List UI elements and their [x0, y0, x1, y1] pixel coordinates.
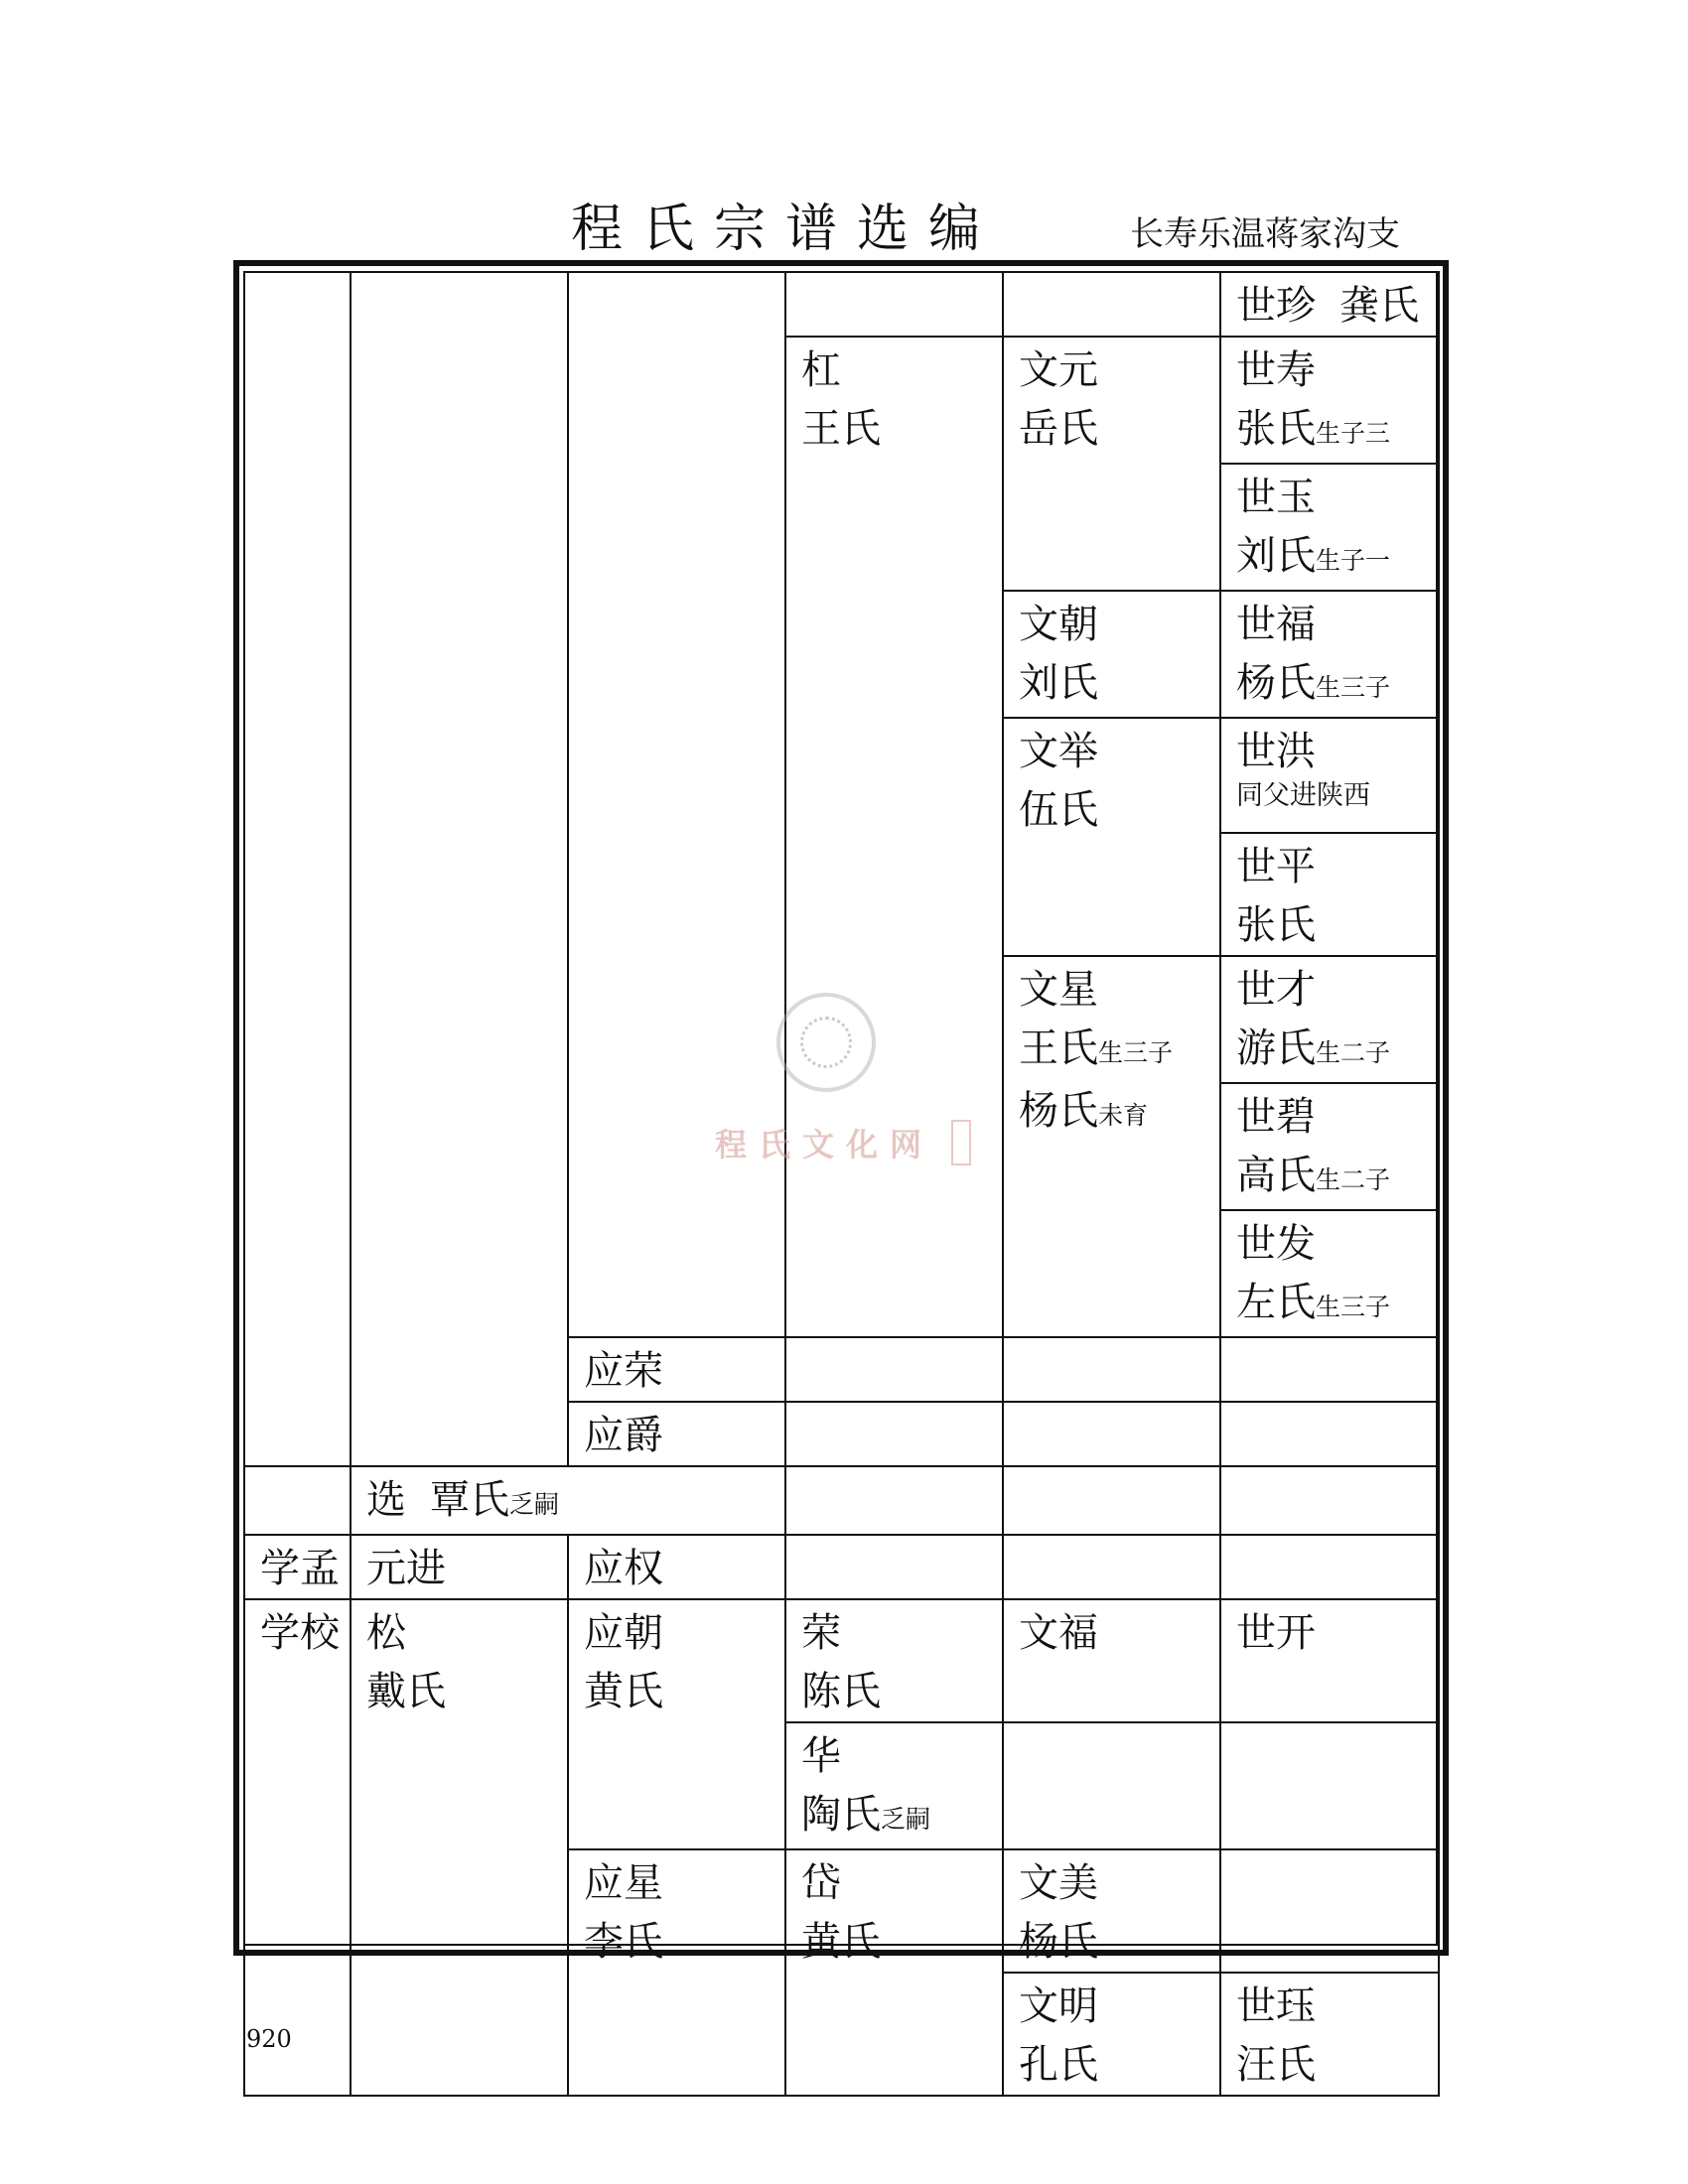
spouse: 陈氏 — [801, 1669, 881, 1715]
name: 世洪 — [1236, 729, 1316, 774]
spouse: 李氏 — [584, 1919, 663, 1966]
person-dai — [785, 1849, 1003, 2096]
empty-cell — [1220, 1466, 1439, 1535]
spouse: 孔氏 — [1019, 2042, 1098, 2089]
person-wenju — [1003, 718, 1220, 956]
person-yingrong — [568, 1337, 785, 1402]
name: 世寿 — [1236, 347, 1316, 393]
person-yuanjin — [351, 1535, 568, 1599]
gen4-empty — [785, 272, 1003, 337]
name: 学校 — [260, 1610, 340, 1657]
spouse: 刘氏 — [1236, 533, 1316, 579]
gen1-empty — [244, 272, 351, 1466]
name: 应权 — [584, 1546, 663, 1592]
empty-cell — [1220, 1402, 1439, 1466]
note: 生二子 — [1316, 1038, 1391, 1068]
spouse: 张氏 — [1236, 902, 1316, 949]
note: 生三子 — [1316, 673, 1391, 702]
name: 杠 — [801, 347, 841, 393]
spouse: 高氏 — [1236, 1153, 1316, 1199]
empty-cell — [785, 1466, 1003, 1535]
person-wenchao — [1003, 591, 1220, 718]
person-yingxing — [568, 1849, 785, 2096]
spouse: 龚氏 — [1339, 283, 1419, 329]
spouse: 伍氏 — [1019, 787, 1098, 833]
name: 世碧 — [1236, 1094, 1316, 1141]
name: 文美 — [1019, 1860, 1098, 1907]
branch-subtitle: 长寿乐温蒋家沟支 — [1130, 214, 1400, 254]
empty-cell — [244, 1466, 351, 1535]
empty-cell — [1003, 1337, 1220, 1402]
spouse: 覃氏 — [430, 1477, 509, 1524]
name: 岱 — [801, 1860, 841, 1907]
empty-cell — [1003, 1466, 1220, 1535]
spouse: 左氏 — [1236, 1280, 1316, 1326]
person-gang — [785, 337, 1003, 1337]
name: 应爵 — [584, 1413, 663, 1459]
name: 文元 — [1019, 347, 1098, 393]
spouse: 杨氏 — [1019, 1088, 1098, 1135]
gen2-empty — [351, 272, 568, 1466]
person-shikai — [1220, 1599, 1439, 1722]
name: 应朝 — [584, 1610, 663, 1657]
empty-cell — [785, 1402, 1003, 1466]
note: 生二子 — [1316, 1165, 1391, 1195]
name: 应星 — [584, 1860, 663, 1907]
spouse: 汪氏 — [1236, 2042, 1316, 2089]
empty-cell — [1220, 1337, 1439, 1402]
person-shibi — [1220, 1083, 1439, 1210]
name: 松 — [366, 1610, 406, 1657]
empty-cell — [1003, 1402, 1220, 1466]
spouse: 王氏 — [1019, 1025, 1098, 1072]
name: 世玉 — [1236, 475, 1316, 520]
person-xuan — [351, 1466, 785, 1535]
note: 乏嗣 — [881, 1805, 931, 1835]
name: 文明 — [1019, 1983, 1098, 2030]
empty-cell — [785, 1535, 1003, 1599]
watermark — [715, 993, 973, 1181]
spouse: 陶氏 — [801, 1792, 881, 1839]
person-xuemeng — [244, 1535, 351, 1599]
spouse: 黄氏 — [801, 1919, 881, 1966]
note: 生子一 — [1316, 546, 1391, 575]
name: 世平 — [1236, 844, 1316, 890]
name: 世珍 — [1236, 283, 1316, 329]
genealogy-table — [243, 271, 1440, 2097]
person-shiyu — [1220, 464, 1439, 591]
name: 世福 — [1236, 602, 1316, 647]
note: 生三子 — [1316, 1293, 1391, 1322]
name: 元进 — [366, 1546, 446, 1592]
name: 世开 — [1236, 1610, 1316, 1657]
spouse: 刘氏 — [1019, 660, 1098, 706]
person-shifa — [1220, 1210, 1439, 1337]
person-wenming — [1003, 1973, 1220, 2096]
name: 文福 — [1019, 1610, 1098, 1657]
spouse: 游氏 — [1236, 1025, 1316, 1072]
person-xuexiao — [244, 1599, 351, 2096]
stamp-icon — [951, 1120, 971, 1165]
note: 生子三 — [1316, 419, 1391, 448]
empty-cell — [1220, 1535, 1439, 1599]
note: 同父进陕西 — [1236, 780, 1370, 811]
person-shizhen — [1220, 272, 1439, 337]
empty-cell — [1220, 1849, 1439, 1973]
seal-logo-icon — [776, 993, 876, 1092]
spouse: 张氏 — [1236, 406, 1316, 452]
person-wenyuan — [1003, 337, 1220, 591]
name: 荣 — [801, 1610, 841, 1657]
person-yingquan — [568, 1535, 785, 1599]
page-number: 920 — [246, 2025, 292, 2053]
person-wenmei — [1003, 1849, 1220, 1973]
spouse: 王氏 — [801, 406, 881, 452]
person-shishou — [1220, 337, 1439, 464]
note: 乏嗣 — [509, 1490, 560, 1520]
name: 文星 — [1019, 967, 1098, 1014]
person-wenxing — [1003, 956, 1220, 1337]
watermark-text: 程氏文化网 — [715, 1126, 934, 1163]
name: 世才 — [1236, 967, 1316, 1014]
person-yingjue — [568, 1402, 785, 1466]
name: 世发 — [1236, 1221, 1316, 1268]
name: 文朝 — [1019, 602, 1098, 647]
person-wenfu — [1003, 1599, 1220, 1722]
gen5-empty — [1003, 272, 1220, 337]
person-shifu — [1220, 591, 1439, 718]
spouse: 杨氏 — [1019, 1919, 1098, 1966]
name: 文举 — [1019, 729, 1098, 774]
name: 世珏 — [1236, 1983, 1316, 2030]
empty-cell — [1003, 1722, 1220, 1849]
person-shihong — [1220, 718, 1439, 833]
spouse: 杨氏 — [1236, 660, 1316, 706]
note: 生三子 — [1098, 1038, 1174, 1068]
page-title: 程氏宗谱选编 — [571, 200, 1001, 259]
person-shiyu2 — [1220, 1973, 1439, 2096]
person-shicai — [1220, 956, 1439, 1083]
name: 华 — [801, 1733, 841, 1780]
name: 学孟 — [260, 1546, 340, 1592]
person-rong — [785, 1599, 1003, 1722]
note: 未育 — [1098, 1101, 1149, 1131]
spouse: 戴氏 — [366, 1669, 446, 1715]
name: 选 — [366, 1477, 406, 1524]
person-shiping — [1220, 833, 1439, 956]
name: 应荣 — [584, 1348, 663, 1395]
empty-cell — [1003, 1535, 1220, 1599]
person-yingchao — [568, 1599, 785, 1849]
person-hua — [785, 1722, 1003, 1849]
empty-cell — [785, 1337, 1003, 1402]
empty-cell — [1220, 1722, 1439, 1849]
spouse: 岳氏 — [1019, 406, 1098, 452]
person-song — [351, 1599, 568, 2096]
spouse: 黄氏 — [584, 1669, 663, 1715]
